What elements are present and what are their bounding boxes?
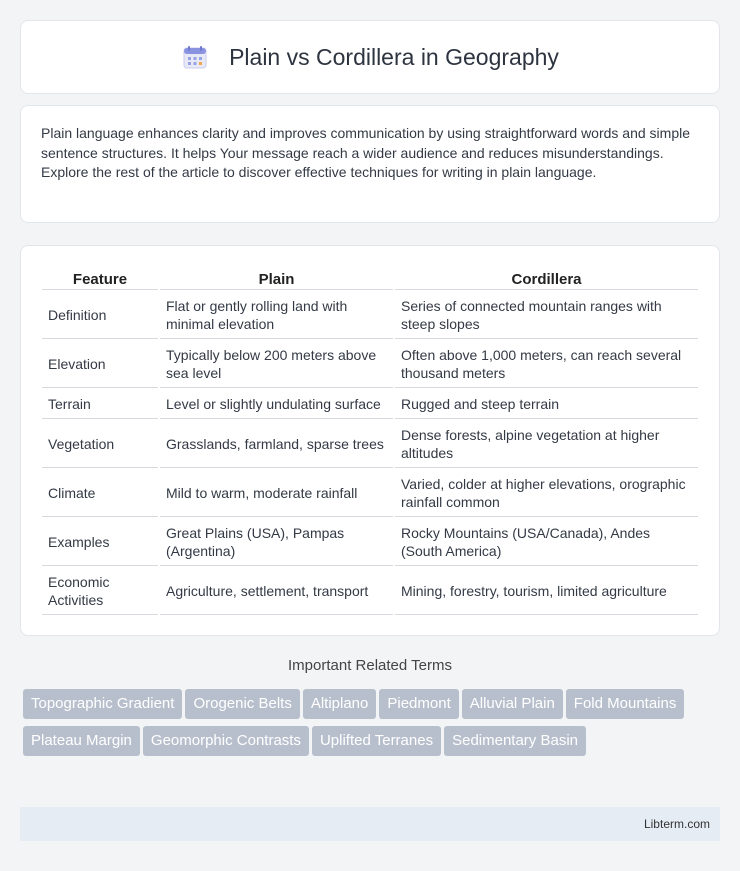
plain-cell: Level or slightly undulating surface	[160, 390, 393, 419]
tag-plateau-margin[interactable]: Plateau Margin	[23, 726, 140, 756]
cordillera-cell: Mining, forestry, tourism, limited agriculture	[395, 568, 698, 615]
plain-cell: Typically below 200 meters above sea level	[160, 341, 393, 388]
table-row	[42, 568, 698, 615]
table-row	[42, 470, 698, 517]
tag-sedimentary-basin[interactable]: Sedimentary Basin	[444, 726, 586, 756]
intro-card	[20, 105, 720, 223]
plain-cell: Mild to warm, moderate rainfall	[160, 470, 393, 517]
cordillera-cell: Rugged and steep terrain	[395, 390, 698, 419]
table-row	[42, 421, 698, 468]
column-header-plain: Plain	[160, 266, 393, 290]
tag-alluvial-plain[interactable]: Alluvial Plain	[462, 689, 563, 719]
comparison-table	[40, 264, 700, 617]
feature-cell: Climate	[42, 470, 158, 517]
feature-cell: Economic Activities	[42, 568, 158, 615]
plain-cell: Agriculture, settlement, transport	[160, 568, 393, 615]
feature-cell: Definition	[42, 292, 158, 339]
cordillera-cell: Series of connected mountain ranges with steep slopes	[395, 292, 698, 339]
tag-topographic-gradient[interactable]: Topographic Gradient	[23, 689, 182, 719]
table-header-row	[42, 266, 698, 290]
cordillera-cell: Varied, colder at higher elevations, orographic rainfall common	[395, 470, 698, 517]
intro-text: Plain language enhances clarity and improves communication by using straightforward words and simple sentence structures. It helps Your message reach a wider audience and reduces misunderstandings. Explore the rest of the article to discover effective techniques for writing in plain language.	[41, 125, 691, 180]
tag-orogenic-belts[interactable]: Orogenic Belts	[185, 689, 299, 719]
plain-cell: Grasslands, farmland, sparse trees	[160, 421, 393, 468]
column-header-cordillera: Cordillera	[395, 266, 698, 290]
tag-fold-mountains[interactable]: Fold Mountains	[566, 689, 685, 719]
feature-cell: Vegetation	[42, 421, 158, 468]
feature-cell: Examples	[42, 519, 158, 566]
cordillera-cell: Often above 1,000 meters, can reach several thousand meters	[395, 341, 698, 388]
tag-geomorphic-contrasts[interactable]: Geomorphic Contrasts	[143, 726, 309, 756]
comparison-table-card	[20, 245, 720, 636]
table-row	[42, 292, 698, 339]
plain-cell: Flat or gently rolling land with minimal elevation	[160, 292, 393, 339]
table-row	[42, 519, 698, 566]
table-row	[42, 390, 698, 419]
title-wrap	[181, 43, 559, 71]
feature-cell: Terrain	[42, 390, 158, 419]
footer-link[interactable]: Libterm.com	[643, 817, 710, 831]
feature-cell: Elevation	[42, 341, 158, 388]
plain-cell: Great Plains (USA), Pampas (Argentina)	[160, 519, 393, 566]
calendar-icon	[181, 43, 209, 71]
tag-altiplano[interactable]: Altiplano	[303, 689, 377, 719]
footer	[20, 807, 720, 841]
related-terms-title: Important Related Terms	[288, 657, 452, 674]
page-title: Plain vs Cordillera in Geography	[229, 43, 559, 70]
column-header-feature: Feature	[42, 266, 158, 290]
related-terms-tags	[23, 689, 723, 763]
tag-uplifted-terranes[interactable]: Uplifted Terranes	[312, 726, 441, 756]
header-card	[20, 20, 720, 94]
tag-piedmont[interactable]: Piedmont	[379, 689, 458, 719]
table-row	[42, 341, 698, 388]
cordillera-cell: Rocky Mountains (USA/Canada), Andes (South America)	[395, 519, 698, 566]
cordillera-cell: Dense forests, alpine vegetation at higher altitudes	[395, 421, 698, 468]
